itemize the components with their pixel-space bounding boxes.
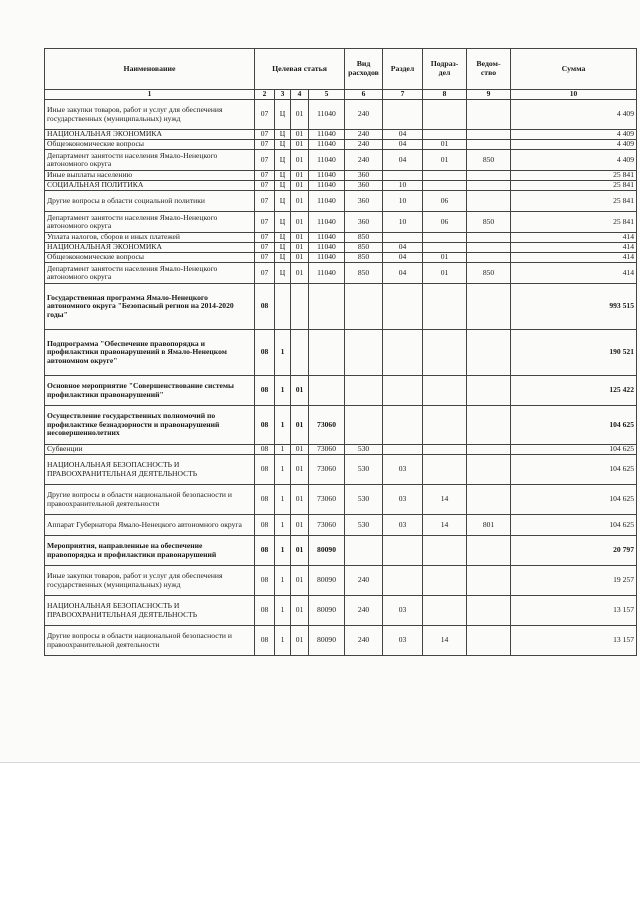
direction-code-cell: 11040 [309,150,345,171]
column-number: 1 [45,90,255,100]
section-cell [383,233,423,243]
sum-cell: 104 625 [511,455,637,485]
header-subsection: Подраз-дел [423,49,467,90]
subprogram-code-cell: 1 [275,566,291,596]
direction-code-cell: 80090 [309,596,345,626]
activity-code-cell: 01 [291,263,309,284]
budget-table [44,48,637,656]
direction-code-cell [309,284,345,330]
sum-cell: 13 157 [511,596,637,626]
sum-cell: 20 797 [511,536,637,566]
program-code-cell: 07 [255,191,275,212]
expense-type-cell: 360 [345,212,383,233]
table-row [45,626,637,656]
expense-type-cell: 530 [345,515,383,536]
expense-type-cell: 240 [345,626,383,656]
subsection-cell: 14 [423,485,467,515]
table-row [45,596,637,626]
row-name-cell: Осуществление государственных полномочий по профилактике безнадзорности и правонарушений несовершеннолетних [45,406,255,445]
section-cell: 04 [383,140,423,150]
subprogram-code-cell: 1 [275,376,291,406]
row-name-cell: Уплата налогов, сборов и иных платежей [45,233,255,243]
sum-cell: 4 409 [511,100,637,130]
activity-code-cell: 01 [291,181,309,191]
activity-code-cell: 01 [291,376,309,406]
program-code-cell: 08 [255,445,275,455]
section-cell [383,330,423,376]
subsection-cell [423,330,467,376]
sum-cell: 25 841 [511,171,637,181]
table-row [45,485,637,515]
column-number: 9 [467,90,511,100]
direction-code-cell: 11040 [309,181,345,191]
department-cell [467,191,511,212]
activity-code-cell: 01 [291,515,309,536]
header-name: Наименование [45,49,255,90]
row-name-cell: Иные выплаты населению [45,171,255,181]
row-name-cell: Департамент занятости населения Ямало-Ненецкого автономного округа [45,150,255,171]
section-cell: 04 [383,150,423,171]
header-department: Ведом-ство [467,49,511,90]
expense-type-cell [345,536,383,566]
direction-code-cell: 11040 [309,130,345,140]
program-code-cell: 08 [255,515,275,536]
sum-cell: 25 841 [511,191,637,212]
activity-code-cell: 01 [291,130,309,140]
subprogram-code-cell: 1 [275,626,291,656]
program-code-cell: 08 [255,330,275,376]
subprogram-code-cell: 1 [275,406,291,445]
direction-code-cell: 11040 [309,100,345,130]
column-number: 4 [291,90,309,100]
subprogram-code-cell: Ц [275,140,291,150]
department-cell [467,566,511,596]
table-row [45,150,637,171]
department-cell [467,243,511,253]
row-name-cell: Департамент занятости населения Ямало-Ненецкого автономного округа [45,212,255,233]
subsection-cell [423,445,467,455]
program-code-cell: 08 [255,485,275,515]
expense-type-cell: 360 [345,191,383,212]
direction-code-cell: 73060 [309,455,345,485]
expense-type-cell: 240 [345,140,383,150]
table-row [45,376,637,406]
subsection-cell: 14 [423,626,467,656]
subsection-cell: 01 [423,263,467,284]
expense-type-cell: 850 [345,253,383,263]
subprogram-code-cell: Ц [275,150,291,171]
department-cell [467,596,511,626]
column-number: 8 [423,90,467,100]
row-name-cell: Иные закупки товаров, работ и услуг для обеспечения государственных (муниципальных) нужд [45,566,255,596]
direction-code-cell: 11040 [309,212,345,233]
direction-code-cell: 11040 [309,171,345,181]
subsection-cell [423,233,467,243]
column-number: 6 [345,90,383,100]
activity-code-cell: 01 [291,150,309,171]
program-code-cell: 08 [255,406,275,445]
table-row [45,566,637,596]
department-cell [467,455,511,485]
section-cell [383,536,423,566]
program-code-cell: 07 [255,233,275,243]
expense-type-cell: 850 [345,263,383,284]
subsection-cell [423,536,467,566]
activity-code-cell: 01 [291,140,309,150]
table-row [45,455,637,485]
table-row [45,284,637,330]
program-code-cell: 07 [255,253,275,263]
header-target-article: Целевая статья [255,49,345,90]
department-cell [467,406,511,445]
subsection-cell: 14 [423,515,467,536]
table-row [45,445,637,455]
table-row [45,330,637,376]
activity-code-cell: 01 [291,406,309,445]
subsection-cell [423,376,467,406]
direction-code-cell: 73060 [309,515,345,536]
table-row [45,191,637,212]
expense-type-cell: 240 [345,150,383,171]
table-row [45,171,637,181]
header-row [45,49,637,90]
direction-code-cell: 80090 [309,566,345,596]
sum-cell: 414 [511,263,637,284]
section-cell: 04 [383,130,423,140]
program-code-cell: 08 [255,596,275,626]
sum-cell: 414 [511,243,637,253]
sum-cell: 19 257 [511,566,637,596]
subsection-cell: 01 [423,140,467,150]
department-cell [467,536,511,566]
department-cell [467,284,511,330]
row-name-cell: СОЦИАЛЬНАЯ ПОЛИТИКА [45,181,255,191]
department-cell [467,140,511,150]
subprogram-code-cell: 1 [275,455,291,485]
row-name-cell: НАЦИОНАЛЬНАЯ ЭКОНОМИКА [45,243,255,253]
section-cell [383,566,423,596]
sum-cell: 104 625 [511,445,637,455]
subsection-cell [423,100,467,130]
section-cell [383,376,423,406]
subprogram-code-cell: Ц [275,212,291,233]
column-number: 10 [511,90,637,100]
section-cell: 03 [383,515,423,536]
row-name-cell: НАЦИОНАЛЬНАЯ ЭКОНОМИКА [45,130,255,140]
program-code-cell: 07 [255,100,275,130]
section-cell: 03 [383,626,423,656]
direction-code-cell: 11040 [309,253,345,263]
subprogram-code-cell: 1 [275,536,291,566]
table-row [45,253,637,263]
department-cell [467,330,511,376]
activity-code-cell: 01 [291,212,309,233]
expense-type-cell: 240 [345,100,383,130]
section-cell [383,406,423,445]
program-code-cell: 08 [255,284,275,330]
department-cell: 801 [467,515,511,536]
subprogram-code-cell: Ц [275,100,291,130]
table-row [45,140,637,150]
row-name-cell: Общеэкономические вопросы [45,140,255,150]
department-cell [467,181,511,191]
direction-code-cell: 11040 [309,140,345,150]
sum-cell: 4 409 [511,140,637,150]
department-cell: 850 [467,263,511,284]
table-row [45,212,637,233]
activity-code-cell [291,330,309,376]
table-row [45,233,637,243]
program-code-cell: 07 [255,212,275,233]
subsection-cell [423,455,467,485]
activity-code-cell: 01 [291,485,309,515]
row-name-cell: Другие вопросы в области национальной безопасности и правоохранительной деятельности [45,485,255,515]
subsection-cell [423,130,467,140]
table-row [45,130,637,140]
section-cell: 04 [383,253,423,263]
direction-code-cell: 80090 [309,536,345,566]
direction-code-cell: 73060 [309,406,345,445]
department-cell [467,626,511,656]
row-name-cell: Государственная программа Ямало-Ненецкого автономного округа "Безопасный регион на 2014-2020 годы" [45,284,255,330]
direction-code-cell: 11040 [309,191,345,212]
table-row [45,243,637,253]
subprogram-code-cell: 1 [275,445,291,455]
department-cell [467,171,511,181]
activity-code-cell: 01 [291,596,309,626]
direction-code-cell: 80090 [309,626,345,656]
sum-cell: 414 [511,253,637,263]
section-cell [383,171,423,181]
header-expense-type: Вид расходов [345,49,383,90]
expense-type-cell: 530 [345,485,383,515]
subsection-cell [423,406,467,445]
sum-cell: 104 625 [511,515,637,536]
section-cell: 10 [383,191,423,212]
column-number: 3 [275,90,291,100]
row-name-cell: Мероприятия, направленные на обеспечение правопорядка и профилактики правонарушений [45,536,255,566]
section-cell [383,445,423,455]
table-row [45,100,637,130]
department-cell [467,485,511,515]
direction-code-cell: 11040 [309,233,345,243]
subsection-cell: 01 [423,253,467,263]
table-row [45,263,637,284]
direction-code-cell: 73060 [309,445,345,455]
section-cell [383,100,423,130]
activity-code-cell: 01 [291,566,309,596]
sum-cell: 414 [511,233,637,243]
subsection-cell [423,566,467,596]
sum-cell: 125 422 [511,376,637,406]
expense-type-cell: 240 [345,596,383,626]
row-name-cell: Департамент занятости населения Ямало-Ненецкого автономного округа [45,263,255,284]
table-row [45,515,637,536]
subprogram-code-cell: 1 [275,330,291,376]
subprogram-code-cell: Ц [275,191,291,212]
direction-code-cell: 11040 [309,243,345,253]
sum-cell: 4 409 [511,150,637,171]
subprogram-code-cell: Ц [275,171,291,181]
expense-type-cell: 240 [345,566,383,596]
section-cell [383,284,423,330]
row-name-cell: Подпрограмма "Обеспечение правопорядка и профилактики правонарушений в Ямало-Ненецком автономном округе" [45,330,255,376]
department-cell: 850 [467,150,511,171]
program-code-cell: 08 [255,536,275,566]
expense-type-cell [345,284,383,330]
program-code-cell: 07 [255,130,275,140]
sum-cell: 25 841 [511,181,637,191]
department-cell [467,253,511,263]
activity-code-cell: 01 [291,243,309,253]
header-section: Раздел [383,49,423,90]
expense-type-cell: 240 [345,130,383,140]
department-cell [467,100,511,130]
expense-type-cell: 850 [345,243,383,253]
expense-type-cell: 530 [345,445,383,455]
program-code-cell: 08 [255,376,275,406]
table-row [45,536,637,566]
department-cell [467,445,511,455]
column-number-row [45,90,637,100]
program-code-cell: 07 [255,243,275,253]
expense-type-cell [345,376,383,406]
direction-code-cell: 73060 [309,485,345,515]
subprogram-code-cell: Ц [275,130,291,140]
expense-type-cell: 850 [345,233,383,243]
section-cell: 03 [383,485,423,515]
department-cell [467,130,511,140]
activity-code-cell: 01 [291,536,309,566]
activity-code-cell: 01 [291,445,309,455]
row-name-cell: Другие вопросы в области социальной политики [45,191,255,212]
department-cell [467,233,511,243]
sum-cell: 4 409 [511,130,637,140]
subprogram-code-cell: Ц [275,233,291,243]
activity-code-cell: 01 [291,455,309,485]
activity-code-cell: 01 [291,171,309,181]
column-number: 5 [309,90,345,100]
subprogram-code-cell: Ц [275,181,291,191]
subsection-cell [423,284,467,330]
subsection-cell [423,171,467,181]
header-sum: Сумма [511,49,637,90]
activity-code-cell [291,284,309,330]
subsection-cell: 06 [423,191,467,212]
budget-sheet [44,48,636,656]
expense-type-cell: 360 [345,171,383,181]
sum-cell: 190 521 [511,330,637,376]
subsection-cell: 06 [423,212,467,233]
section-cell: 10 [383,212,423,233]
subprogram-code-cell [275,284,291,330]
subprogram-code-cell: 1 [275,596,291,626]
expense-type-cell: 530 [345,455,383,485]
activity-code-cell: 01 [291,233,309,243]
program-code-cell: 08 [255,626,275,656]
department-cell [467,376,511,406]
section-cell: 04 [383,243,423,253]
subprogram-code-cell: Ц [275,253,291,263]
sum-cell: 104 625 [511,406,637,445]
subprogram-code-cell: 1 [275,515,291,536]
column-number: 7 [383,90,423,100]
row-name-cell: НАЦИОНАЛЬНАЯ БЕЗОПАСНОСТЬ И ПРАВООХРАНИТЕЛЬНАЯ ДЕЯТЕЛЬНОСТЬ [45,596,255,626]
subprogram-code-cell: 1 [275,485,291,515]
column-number: 2 [255,90,275,100]
subprogram-code-cell: Ц [275,263,291,284]
expense-type-cell: 360 [345,181,383,191]
program-code-cell: 07 [255,171,275,181]
sum-cell: 993 515 [511,284,637,330]
row-name-cell: Общеэкономические вопросы [45,253,255,263]
subsection-cell [423,243,467,253]
row-name-cell: НАЦИОНАЛЬНАЯ БЕЗОПАСНОСТЬ И ПРАВООХРАНИТЕЛЬНАЯ ДЕЯТЕЛЬНОСТЬ [45,455,255,485]
sum-cell: 25 841 [511,212,637,233]
row-name-cell: Основное мероприятие "Совершенствование системы профилактики правонарушений" [45,376,255,406]
department-cell: 850 [467,212,511,233]
subsection-cell: 01 [423,150,467,171]
program-code-cell: 08 [255,455,275,485]
activity-code-cell: 01 [291,253,309,263]
section-cell: 10 [383,181,423,191]
section-cell: 03 [383,596,423,626]
program-code-cell: 07 [255,150,275,171]
section-cell: 04 [383,263,423,284]
row-name-cell: Иные закупки товаров, работ и услуг для обеспечения государственных (муниципальных) нужд [45,100,255,130]
activity-code-cell: 01 [291,191,309,212]
program-code-cell: 08 [255,566,275,596]
activity-code-cell: 01 [291,100,309,130]
table-row [45,406,637,445]
subsection-cell [423,181,467,191]
expense-type-cell [345,406,383,445]
program-code-cell: 07 [255,263,275,284]
direction-code-cell [309,376,345,406]
sum-cell: 104 625 [511,485,637,515]
sum-cell: 13 157 [511,626,637,656]
subprogram-code-cell: Ц [275,243,291,253]
activity-code-cell: 01 [291,626,309,656]
direction-code-cell [309,330,345,376]
program-code-cell: 07 [255,181,275,191]
table-row [45,181,637,191]
subsection-cell [423,596,467,626]
section-cell: 03 [383,455,423,485]
program-code-cell: 07 [255,140,275,150]
expense-type-cell [345,330,383,376]
row-name-cell: Субвенции [45,445,255,455]
row-name-cell: Аппарат Губернатора Ямало-Ненецкого автономного округа [45,515,255,536]
direction-code-cell: 11040 [309,263,345,284]
row-name-cell: Другие вопросы в области национальной безопасности и правоохранительной деятельности [45,626,255,656]
